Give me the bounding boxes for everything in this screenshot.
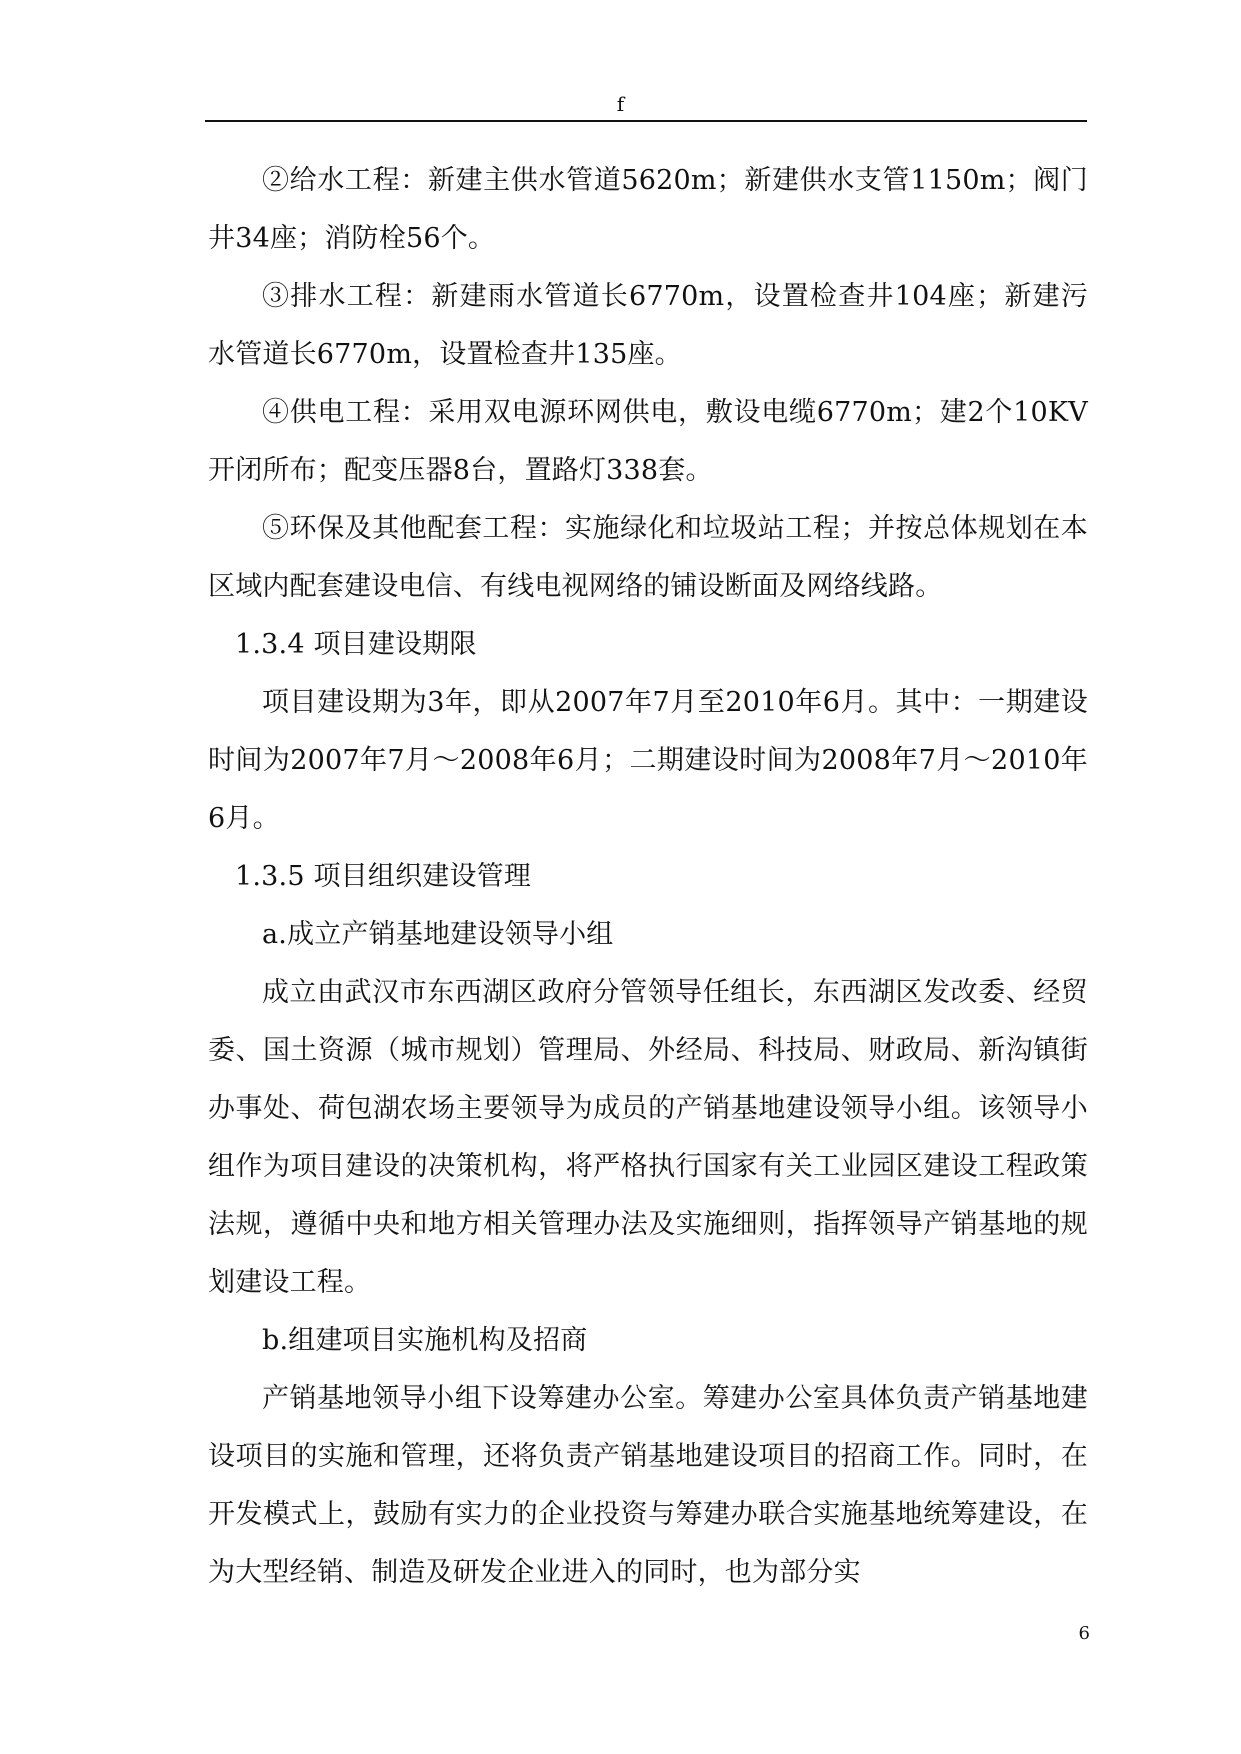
paragraph-water-supply: ②给水工程：新建主供水管道5620m；新建供水支管1150m；阀门井34座；消防栓56个。 (208, 165, 1088, 254)
header-rule (205, 120, 1087, 122)
subheading-b: b.组建项目实施机构及招商 (262, 1325, 588, 1356)
paragraph-environmental: ⑤环保及其他配套工程：实施绿化和垃圾站工程；并按总体规划在本区域内配套建设电信、有线电视网络的铺设断面及网络线路。 (208, 513, 1088, 602)
document-body (208, 152, 1088, 1602)
paragraph-leadership-group: 成立由武汉市东西湖区政府分管领导任组长，东西湖区发改委、经贸委、国土资源（城市规划）管理局、外经局、科技局、财政局、新沟镇街办事处、荷包湖农场主要领导为成员的产销基地建设领导小组。该领导小组作为项目建设的决策机构，将严格执行国家有关工业园区建设工程政策法规，遵循中央和地方相关管理办法及实施细则，指挥领导产销基地的规划建设工程。 (208, 977, 1088, 1298)
paragraph-implementation: 产销基地领导小组下设筹建办公室。筹建办公室具体负责产销基地建设项目的实施和管理，还将负责产销基地建设项目的招商工作。同时，在开发模式上，鼓励有实力的企业投资与筹建办联合实施基地统筹建设，在为大型经销、制造及研发企业进入的同时，也为部分实 (208, 1383, 1088, 1588)
section-heading-1-3-4: 1.3.4 项目建设期限 (235, 629, 477, 660)
paragraph-power-supply: ④供电工程：采用双电源环网供电，敷设电缆6770m；建2个10KV开闭所布；配变压器8台，置路灯338套。 (208, 397, 1088, 486)
subheading-a: a.成立产销基地建设领导小组 (262, 919, 614, 950)
section-heading-1-3-5: 1.3.5 项目组织建设管理 (235, 861, 532, 892)
page-number: 6 (1078, 1623, 1090, 1644)
paragraph-drainage: ③排水工程：新建雨水管道长6770m，设置检查井104座；新建污水管道长6770m，设置检查井135座。 (208, 281, 1088, 370)
paragraph-construction-period: 项目建设期为3年，即从2007年7月至2010年6月。其中：一期建设时间为2007年7月～2008年6月；二期建设时间为2008年7月～2010年6月。 (208, 687, 1088, 834)
page-header: f (616, 92, 625, 116)
